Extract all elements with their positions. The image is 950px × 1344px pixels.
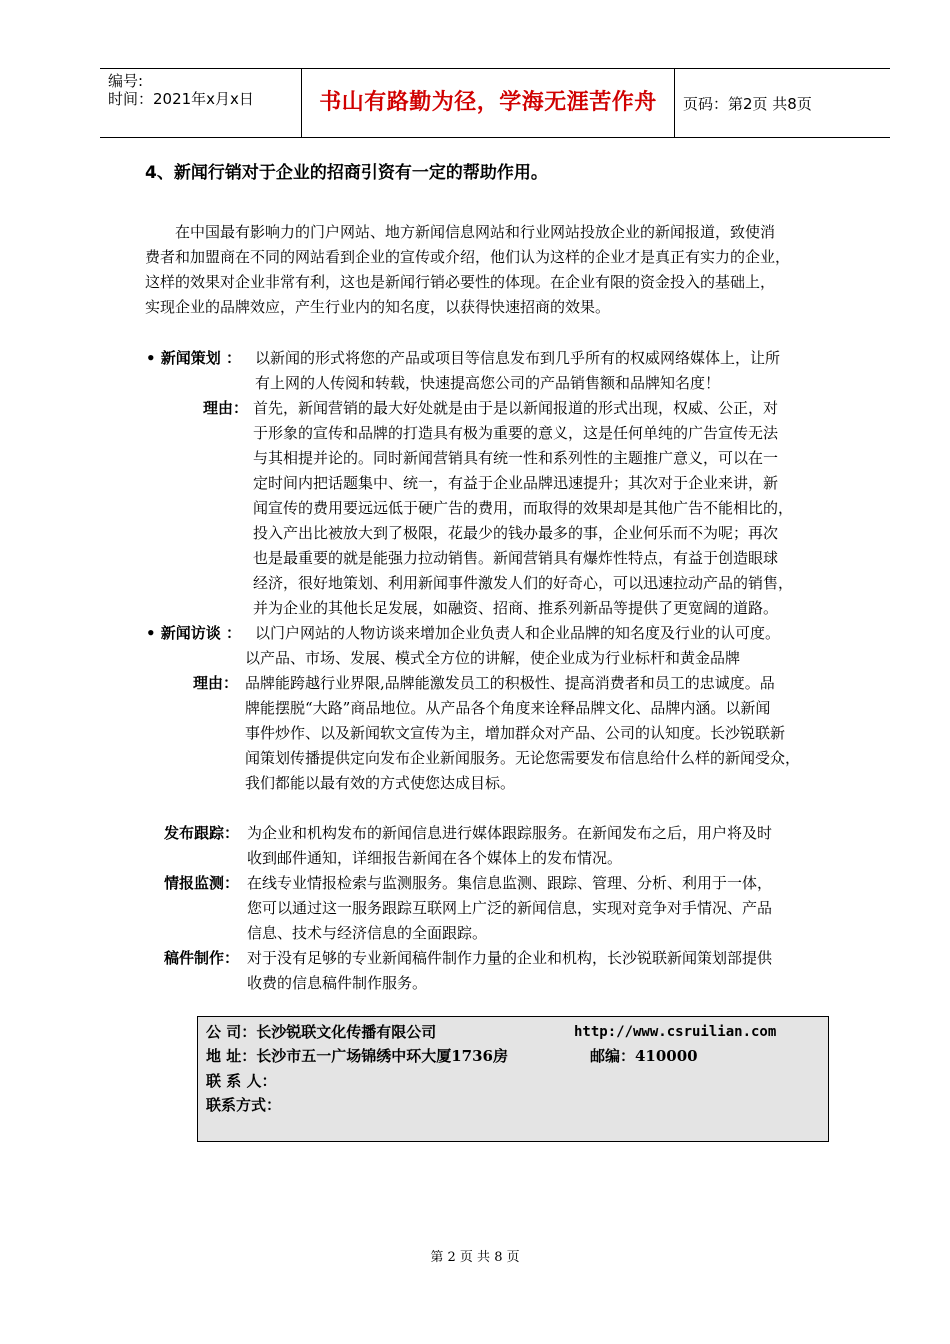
service-monitoring-line-2: 您可以通过这一服务跟踪互联网上广泛的新闻信息，实现对竞争对手情况、产品	[247, 899, 773, 917]
reason-line-7: 也是最重要的就是能强力拉动销售。新闻营销具有爆炸性特点，有益于创造眼球	[253, 549, 779, 567]
contact-postcode: 邮编：410000	[590, 1047, 698, 1065]
intro-line-2: 费者和加盟商在不同的网站看到企业的宣传或介绍，他们认为这样的企业才是真正有实力的企业，	[145, 248, 791, 266]
contact-method: 联系方式：	[206, 1096, 282, 1114]
service-writing-line-1: 对于没有足够的专业新闻稿件制作力量的企业和机构，长沙锐联新闻策划部提供	[247, 949, 773, 967]
number-label: 编号:	[108, 72, 144, 90]
reason-line-8: 经济，很好地策划、利用新闻事件激发人们的好奇心，可以迅速拉动产品的销售，	[253, 574, 794, 592]
service-writing-line-2: 收费的信息稿件制作服务。	[247, 974, 428, 992]
reason-line-3: 与其相提并论的。同时新闻营销具有统一性和系列性的主题推广意义，可以在一	[253, 449, 779, 467]
service-tracking-line-1: 为企业和机构发布的新闻信息进行媒体跟踪服务。在新闻发布之后，用户将及时	[247, 824, 773, 842]
news-planning-label: • 新闻策划 ：	[146, 349, 242, 367]
page-footer: 第 2 页 共 8 页	[430, 1250, 520, 1265]
intro-line-1: 在中国最有影响力的门户网站、地方新闻信息网站和行业网站投放企业的新闻报道，致使消	[175, 223, 776, 241]
page-label: 页码：第2页 共8页	[683, 95, 812, 113]
service-tracking-line-2: 收到邮件通知，详细报告新闻在各个媒体上的发布情况。	[247, 849, 623, 867]
news-interview-line-1: 以门户网站的人物访谈来增加企业负责人和企业品牌的知名度及行业的认可度。	[255, 624, 781, 642]
page-header	[100, 68, 890, 138]
interview-reason-line-1: 品牌能跨越行业界限,品牌能激发员工的积极性、提高消费者和员工的忠诚度。品	[245, 674, 775, 692]
reason-line-4: 定时间内把话题集中、统一，有益于企业品牌迅速提升；其次对于企业来讲，新	[253, 474, 779, 492]
section-title: 4、新闻行销对于企业的招商引资有一定的帮助作用。	[145, 163, 548, 183]
header-info-cell	[100, 69, 302, 137]
interview-reason-line-4: 闻策划传播提供定向发布企业新闻服务。无论您需要发布信息给什么样的新闻受众，	[245, 749, 801, 767]
time-label: 时间：2021年x月x日	[108, 90, 254, 108]
reason-line-1: 首先，新闻营销的最大好处就是由于是以新闻报道的形式出现，权威、公正，对	[253, 399, 779, 417]
news-planning-line-1: 以新闻的形式将您的产品或项目等信息发布到几乎所有的权威网络媒体上，让所	[255, 349, 781, 367]
news-interview-label: • 新闻访谈 ：	[146, 624, 242, 642]
reason-line-2: 于形象的宣传和品牌的打造具有极为重要的意义，这是任何单纯的广告宣传无法	[253, 424, 779, 442]
reason-line-6: 投入产出比被放大到了极限，花最少的钱办最多的事，企业何乐而不为呢；再次	[253, 524, 779, 542]
service-tracking-label: 发布跟踪：	[164, 824, 240, 842]
news-interview-reason-label: 理由：	[193, 674, 239, 692]
news-interview-line-2: 以产品、市场、发展、模式全方位的讲解，使企业成为行业标杆和黄金品牌	[245, 649, 741, 667]
service-monitoring-label: 情报监测：	[164, 874, 240, 892]
contact-box	[197, 1016, 829, 1142]
header-page-cell	[675, 69, 890, 137]
service-monitoring-line-1: 在线专业情报检索与监测服务。集信息监测、跟踪、管理、分析、利用于一体，	[247, 874, 773, 892]
contact-address: 地 址：长沙市五一广场锦绣中环大厦1736房	[206, 1047, 508, 1065]
contact-company: 公 司：长沙锐联文化传播有限公司	[206, 1023, 437, 1041]
contact-person: 联 系 人：	[206, 1072, 277, 1090]
service-monitoring-line-3: 信息、技术与经济信息的全面跟踪。	[247, 924, 488, 942]
contact-website: http://www.csruilian.com	[574, 1024, 777, 1040]
interview-reason-line-2: 牌能摆脱“大路”商品地位。从产品各个角度来诠释品牌文化、品牌内涵。以新闻	[245, 699, 771, 717]
reason-line-9: 并为企业的其他长足发展，如融资、招商、推系列新品等提供了更宽阔的道路。	[253, 599, 779, 617]
service-writing-label: 稿件制作：	[164, 949, 240, 967]
intro-line-4: 实现企业的品牌效应，产生行业内的知名度，以获得快速招商的效果。	[145, 298, 611, 316]
header-motto-cell	[302, 69, 675, 137]
motto: 书山有路勤为径，学海无涯苦作舟	[319, 90, 657, 115]
news-planning-line-2: 有上网的人传阅和转载，快速提高您公司的产品销售额和品牌知名度！	[255, 374, 721, 392]
intro-line-3: 这样的效果对企业非常有利，这也是新闻行销必要性的体现。在企业有限的资金投入的基础上，	[145, 273, 776, 291]
news-planning-reason-label: 理由：	[203, 399, 249, 417]
interview-reason-line-3: 事件炒作、以及新闻软文宣传为主，增加群众对产品、公司的认知度。长沙锐联新	[245, 724, 786, 742]
interview-reason-line-5: 我们都能以最有效的方式使您达成目标。	[245, 774, 516, 792]
reason-line-5: 闻宣传的费用要远远低于硬广告的费用，而取得的效果却是其他广告不能相比的，	[253, 499, 794, 517]
